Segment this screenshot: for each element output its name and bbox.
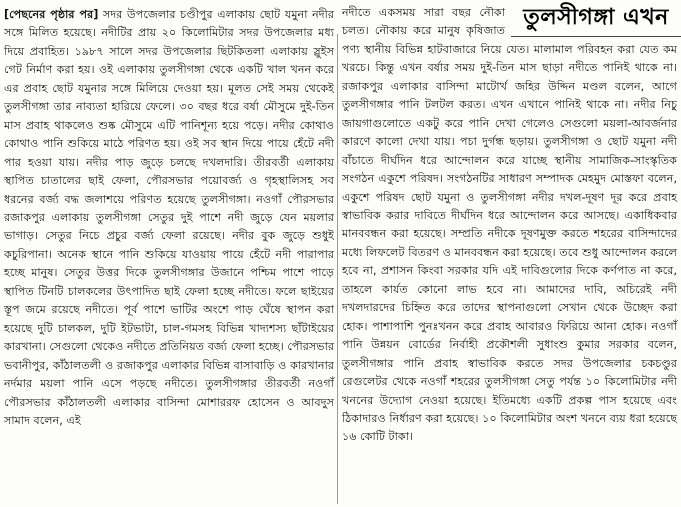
headline: তুলসীগঙ্গা এখন bbox=[523, 3, 669, 30]
headline-block bbox=[511, 0, 681, 37]
column-divider bbox=[337, 34, 338, 504]
article-left-column bbox=[4, 6, 334, 430]
article-right-column bbox=[342, 4, 677, 447]
left-column-text: সদর উপজেলার চণ্ডীপুর এলাকায় ছোট যমুনা নদীর সঙ্গে মিলিত হয়েছে। নদীটির প্রায় ২০ কিলোমিটার সদর উপজেলার মধ্য দিয়ে প্রবাহিত। ১৯৮৭ সালে সদর উপজেলার ছিটকিতলা এলাকায় স্লুইস গেট নির্মাণ করা হয়। ওই এলাকায় তুলসীগঙ্গা থেকে একটি খাল খনন করে এর প্রবাহ ছোট যমুনার সঙ্গে মিলিয়ে দেওয়া হয়। মূলত সেই সময় থেকেই তুলসীগঙ্গা তার নাব্যতা হারিয়ে ফেলে। ৩০ বছর ধরে বর্ষা মৌসুমে দুই-তিন মাস প্রবাহ থাকলেও শুষ্ক মৌসুমে এটি পানিশূন্য হয়ে পড়ে। নদীর কোথাও কোথাও পানি শুকিয়ে মাঠে পরিণত হয়। ওই সব স্থান দিয়ে পায়ে হেঁটে নদী পার হওয়া যায়। নদীর পাড় জুড়ে চলছে দখলদারি। তীরবর্তী এলাকায় স্থাপিত চাতালের ছাই ফেলা, পৌরসভার পয়োবর্জ্য ও গৃহস্থালিসহ সব ধরনের বর্জ্য বদ্ধ জলাশয়ে পরিণত হয়েছে তুলসীগঙ্গা। নওগাঁ পৌরসভার রজাকপুর এলাকায় তুলসীগঙ্গা সেতুর দুই পাশে নদী জুড়ে যেন ময়লার ভাগাড়। সেতুর নিচে প্রচুর বর্জ্য ফেলা রয়েছে। নদীর বুক জুড়ে শুধুই কচুরিপানা। অনেক স্থানে পানি শুকিয়ে যাওয়ায় পায়ে হেঁটে নদী পারাপার হচ্ছে মানুষ। সেতুর উত্তর দিকে তুলসীগঙ্গার উজানে পশ্চিম পাশে পাড়ে স্থাপিত টিনটি চালকলের উৎপাদিত ছাই ফেলা হচ্ছে নদীতে। ফলে ছাইয়ের স্তূপ জমে রয়েছে নদীতে। পূর্ব পাশে ভাটির অংশে পাড় ঘেঁষে স্থাপন করা হয়েছে দুটি চালকল, দুটি ইটভাটা, চাল-গমসহ বিভিন্ন খাদ্যশস্য ছাঁটাইয়ের কারখানা। সেগুলো থেকেও নদীতে প্রতিনিয়ত বর্জ্য ফেলা হচ্ছে। পৌরসভার ভবানীপুর, কাঁঠালতলী ও রজাকপুর এলাকার বিভিন্ন বাসাবাড়ি ও কারখানার নর্দমার ময়লা পানি এসে পড়ছে নদীতে। তুলসীগঙ্গার তীরবর্তী নওগাঁ পৌরসভার কাঁঠালতলী এলাকার বাসিন্দা মোশাররফ হোসেন ও আবদুস সামাদ বলেন, এই bbox=[4, 8, 334, 427]
right-column-text: নদীতে একসময় সারা বছর নৌকা চলত। নৌকায় করে মানুষ কৃষিজাত পণ্য স্থানীয় বিভিন্ন হাটবাজারে নিয়ে যেত। মালামাল পরিবহন করা যেত কম খরচে। কিন্তু এখন বর্ষার সময় দুই-তিন মাস ছাড়া নদীতে পানিই থাকে না। রজাকপুর এলাকার বাসিন্দা মাটোর্খ জহির উদ্দিন মণ্ডল বলেন, আগে তুলসীগঙ্গার পানি টলটল করত। এখন এখানে পানিই থাকে না। নদীর নিচু জায়গাগুলোতে একটু করে পানি দেখা গেলেও সেগুলো ময়লা-আবর্জনার কারণে কালো দেখা যায়। পচা দুর্গন্ধ ছড়ায়। তুলসীগঙ্গা ও ছোট যমুনা নদী বাঁচাতে দীর্ঘদিন ধরে আন্দোলন করে যাচ্ছে স্থানীয় সামাজিক-সাংস্কৃতিক সংগঠন একুশে পরিষদ। সংগঠনটির সাধারণ সম্পাদক মেহমুদ মোস্তফা বলেন, একুশে পরিষদ ছোট যমুনা ও তুলসীগঙ্গা নদীর দখল-দূষণ দূর করে প্রবাহ স্বাভাবিক করার দাবিতে দীর্ঘদিন ধরে আন্দোলন করে আসছে। একাধিকবার মানববন্ধন করা হয়েছে। সম্প্রতি নদীকে দূষণমুক্ত করতে শহরের বাসিন্দাদের মধ্যে লিফলেট বিতরণ ও মানববন্ধন করা হয়েছে। তবে শুধু আন্দোলন করলে হবে না, প্রশাসন কিংবা সরকার যদি এই দাবিগুলোর দিকে কর্ণপাত না করে, তাহলে কার্যত কোনো লাভ হবে না। আমাদের দাবি, অচিরেই নদী দখলদারদের চিহ্নিত করে তাদের স্থাপনাগুলো সেখান থেকে উচ্ছেদ করা হোক। পাশাপাশি পুনঃখনন করে প্রবাহ আবারও ফিরিয়ে আনা হোক। নওগাঁ পানি উন্নয়ন বোর্ডের নির্বাহী প্রকৌশলী সুধাংশু কুমার সরকার বলেন, তুলসীগঙ্গার পানি প্রবাহ স্বাভাবিক করতে সদর উপজেলার চকচণ্ডুর রেগুলেটর থেকে নওগাঁ শহরের তুলসীগঙ্গা সেতু পর্যন্ত ১০ কিলোমিটার নদী খননের উদ্যোগ নেওয়া হয়েছে। ইতিমধ্যে একটি প্রকল্প পাস হয়েছে এবং ঠিকাদারও নির্ধারণ করা হয়েছে। ১০ কিলোমিটার অংশ খননে ব্যয় ধরা হয়েছে ১৬ কোটি টাকা। bbox=[342, 6, 677, 444]
continuation-label: [পেছনের পৃষ্ঠার পর] bbox=[4, 8, 99, 21]
article-body-left bbox=[4, 6, 334, 430]
